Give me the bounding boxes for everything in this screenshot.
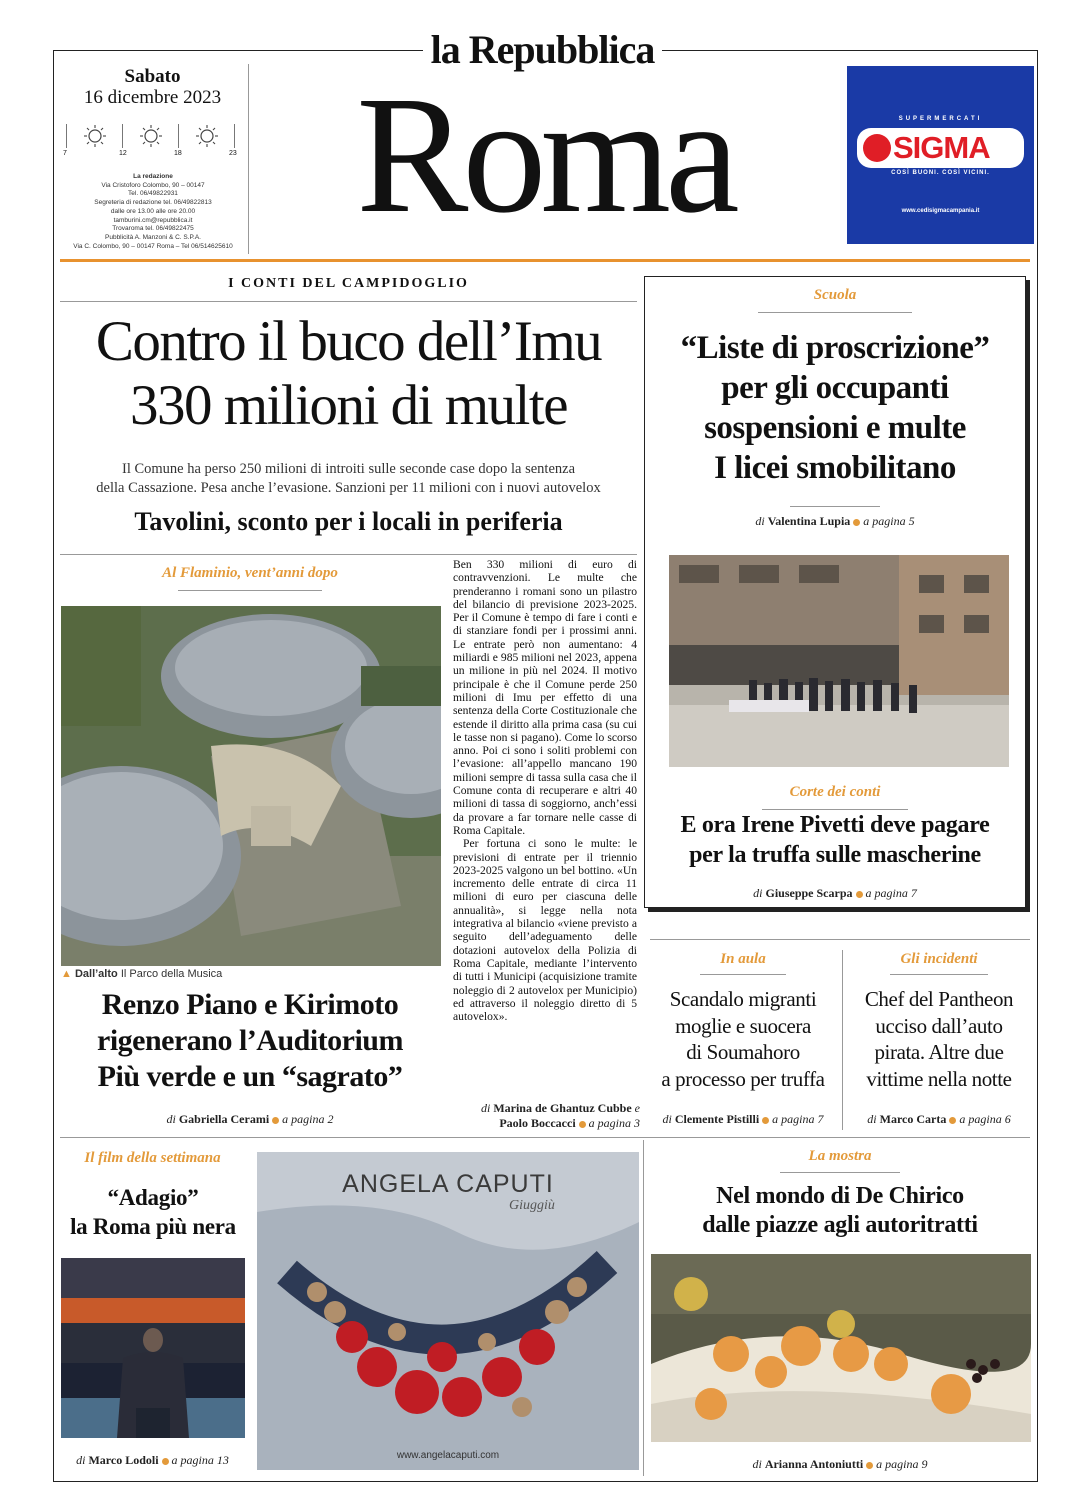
- redazione-box: [58, 173, 248, 251]
- caption-text: Il Parco della Musica: [120, 968, 223, 980]
- byline-author: Paolo Boccacci: [499, 1116, 576, 1130]
- mostra-painting[interactable]: [651, 1254, 1031, 1442]
- mostra-kicker: La mostra: [808, 1148, 872, 1164]
- headline-line: E ora Irene Pivetti deve pagare: [680, 812, 990, 838]
- inaula-byline[interactable]: [648, 1112, 838, 1127]
- byline-author: Giuseppe Scarpa: [765, 886, 853, 900]
- headline-line: dalle piazze agli autoritratti: [702, 1212, 978, 1238]
- byline-di: di: [166, 1112, 176, 1126]
- headline-line: Più verde e un “sagrato”: [97, 1060, 403, 1093]
- temp-max-2: 18: [174, 150, 182, 157]
- headline-line: pirata. Altre due: [874, 1040, 1004, 1064]
- date-day: Sabato: [124, 66, 181, 87]
- masthead-rule-right: [662, 50, 1038, 51]
- lead-subhead[interactable]: Tavolini, sconto per i locali in periferia: [134, 507, 563, 536]
- headline-line: moglie e suocera: [675, 1013, 811, 1038]
- redazione-line: Via Cristoforo Colombo, 90 – 00147: [101, 181, 205, 189]
- byline-page: a pagina 7: [865, 886, 917, 900]
- briefs-rule: [650, 939, 1030, 940]
- bullet-icon: [866, 1462, 873, 1469]
- headline-line: rigenerano l’Auditorium: [97, 1024, 403, 1057]
- sigma-figure-icon: [863, 134, 891, 162]
- byline-di: di: [755, 514, 765, 528]
- inaula-headline[interactable]: [645, 986, 841, 1092]
- sigma-logo: SIGMA: [893, 130, 990, 165]
- redazione-title: La redazione: [133, 173, 173, 180]
- bullet-icon: [272, 1117, 279, 1124]
- redazione-line: Tel. 06/49822931: [128, 190, 178, 198]
- headline-line: Nel mondo di De Chirico: [716, 1183, 964, 1209]
- byline-author: Marina de Ghantuz Cubbe: [493, 1101, 632, 1115]
- byline-di: di: [753, 886, 763, 900]
- sigma-top-label: SUPERMERCATI: [898, 116, 983, 122]
- headline-line: Chef del Pantheon: [864, 987, 1014, 1011]
- kicker-rule: [780, 1172, 900, 1173]
- film-still-image: [61, 1258, 245, 1438]
- headline-line: di Soumahoro: [686, 1040, 800, 1064]
- standfirst-line: Il Comune ha perso 250 milioni di introiti sulle seconde case dopo la sentenza: [121, 461, 576, 477]
- temp-max-1: 12: [119, 150, 127, 157]
- bullet-icon: [162, 1458, 169, 1465]
- caputi-ad[interactable]: [257, 1152, 639, 1470]
- auditorium-kicker: Al Flaminio, vent’anni dopo: [162, 565, 338, 581]
- bullet-icon: [762, 1117, 769, 1124]
- byline-author: Valentina Lupia: [767, 514, 851, 528]
- byline-page: a pagina 5: [863, 514, 915, 528]
- bullet-icon: [856, 891, 863, 898]
- incidenti-byline[interactable]: [846, 1112, 1032, 1127]
- redazione-email[interactable]: tamburini.cm@repubblica.it: [113, 216, 193, 224]
- lead-headline-line: 330 milioni di multe: [129, 374, 568, 437]
- byline-di: di: [867, 1112, 877, 1126]
- scuola-headline[interactable]: [648, 328, 1022, 488]
- byline-author: Marco Lodoli: [88, 1453, 159, 1467]
- kicker-rule: [700, 974, 786, 975]
- headline-line: a processo per truffa: [661, 1066, 825, 1091]
- edition-title: Roma: [356, 62, 734, 248]
- headline-line: “Adagio”: [107, 1185, 199, 1210]
- redazione-line: Trovaroma tel. 06/49822475: [112, 225, 194, 233]
- section-rule: [60, 301, 637, 302]
- incidenti-headline[interactable]: [844, 986, 1034, 1092]
- kicker-rule: [890, 974, 988, 975]
- bullet-icon: [579, 1121, 586, 1128]
- brand-logo[interactable]: la Repubblica: [430, 27, 655, 72]
- redazione-line: dalle ore 13.00 alle ore 20.00: [110, 207, 196, 215]
- auditorium-aerial-image: [61, 606, 441, 966]
- lead-standfirst: [56, 460, 641, 498]
- lead-rule: [60, 554, 637, 555]
- byline-di: di: [480, 1101, 491, 1115]
- film-headline[interactable]: [58, 1183, 248, 1241]
- byline-page: a pagina 7: [772, 1112, 824, 1126]
- kicker-rule: [758, 312, 912, 313]
- headline-line: I licei smobilitano: [714, 450, 956, 486]
- film-photo[interactable]: [61, 1258, 245, 1438]
- masthead-divider: [248, 64, 249, 254]
- lead-headline[interactable]: [60, 310, 637, 438]
- redazione-line: Via C. Colombo, 90 – 00147 Roma – Tel 06/514625610: [73, 242, 233, 250]
- byline-page: a pagina 3: [588, 1116, 640, 1130]
- briefs-divider: [842, 950, 843, 1130]
- auditorium-photo[interactable]: [61, 606, 441, 966]
- mostra-headline[interactable]: [650, 1182, 1030, 1240]
- lead-body-paragraph: Per fortuna ci sono le multe: le previsioni di entrate per il triennio 2023-2025 valgono un bel bottino. «Un incremento delle entrate di circa 11 milioni di euro per ciascuna delle annualità», si legge nella nota integrativa al bilancio «viene previsto a seguito dell’adeguamento delle dotazioni autovelox della Polizia di Roma Capitale, mediante l’intervento di tutti i Municipi (acquisizione tramite noleggio di 2 autovelox per Municipio) ed attraverso il noleggio diretto di 5 autovelox».: [453, 837, 637, 1024]
- auditorium-caption: [61, 968, 441, 980]
- kicker-rule: [178, 590, 322, 591]
- headline-line: la Roma più nera: [70, 1214, 236, 1239]
- caption-bold: Dall’alto: [74, 968, 118, 980]
- redazione-line: Segreteria di redazione tel. 06/49822813: [94, 199, 212, 207]
- byline-page: a pagina 9: [876, 1457, 928, 1471]
- school-building-image: [669, 555, 1009, 767]
- byline-author: Arianna Antoniutti: [764, 1457, 864, 1471]
- sun-icon: [190, 124, 224, 148]
- sun-icon: [134, 124, 168, 148]
- sigma-ad[interactable]: [847, 66, 1034, 244]
- byline-author: Clemente Pistilli: [674, 1112, 760, 1126]
- byline-page: a pagina 13: [171, 1453, 229, 1467]
- byline-page: a pagina 6: [959, 1112, 1011, 1126]
- byline-author: Marco Carta: [879, 1112, 947, 1126]
- section-label: I CONTI DEL CAMPIDOGLIO: [228, 276, 469, 291]
- byline-di: di: [662, 1112, 672, 1126]
- caputi-url[interactable]: www.angelacaputi.com: [396, 1450, 500, 1461]
- scuola-byline[interactable]: [644, 514, 1026, 529]
- bullet-icon: [853, 519, 860, 526]
- caputi-script: Giuggiù: [509, 1198, 555, 1213]
- weather-strip: [62, 122, 242, 162]
- byline-author: Gabriella Cerami: [178, 1112, 270, 1126]
- headline-line: Renzo Piano e Kirimoto: [101, 988, 399, 1021]
- corte-headline[interactable]: [648, 810, 1022, 870]
- masthead-rule-left: [53, 50, 423, 51]
- bottom-row-rule: [60, 1137, 1030, 1138]
- headline-line: “Liste di proscrizione”: [680, 330, 990, 366]
- headline-line: sospensioni e multe: [704, 410, 966, 446]
- lead-body: [453, 558, 637, 1103]
- auditorium-byline[interactable]: [60, 1112, 440, 1127]
- byline-di: di: [752, 1457, 762, 1471]
- scuola-kicker: Scuola: [813, 287, 857, 303]
- date-full: 16 dicembre 2023: [83, 87, 222, 108]
- inaula-kicker: In aula: [720, 951, 766, 967]
- lead-body-paragraph: Ben 330 milioni di euro di contravvenzioni. Le multe che prenderanno i romani sono un pilastro del bilancio di previsione 2023-2025. Per il Comune è tempo di fare i conti e di stanziare fondi per i prossimi anni. Le entrate però non aumentano: 4 miliardi e 985 milioni nel 2023, appena un milione in più nel 2024. Il motivo principale è che il Comune perde 250 milioni di Imu per effetto di una sentenza della Corte Costituzionale che estende il diritto alla prima casa (su cui le tasse non si pagano). Come lo scorso anno. Poi ci sono i soliti problemi con l’evasione: all’appello mancano 190 milioni sempre di tassa sulla casa che il Comune conta di recuperare e altri 40 milioni di tassa di soggiorno, anch’essi da provare a far tornare nelle casse di Roma Capitale.: [453, 558, 637, 837]
- necklace-image: [257, 1152, 639, 1470]
- byline-page: a pagina 2: [282, 1112, 334, 1126]
- temp-min-1: 7: [63, 150, 67, 157]
- film-byline[interactable]: [60, 1453, 245, 1468]
- redazione-line: Pubblicità A. Manzoni & C. S.P.A.: [105, 233, 201, 241]
- headline-line: vittime nella notte: [866, 1066, 1012, 1091]
- incidenti-kicker: Gli incidenti: [900, 951, 978, 967]
- scuola-photo[interactable]: [669, 555, 1009, 767]
- headline-line: per gli occupanti: [721, 370, 949, 406]
- sigma-slogan: COSÌ BUONI. COSÌ VICINI.: [891, 170, 990, 176]
- auditorium-headline[interactable]: [60, 987, 440, 1095]
- headline-line: per la truffa sulle mascherine: [689, 842, 981, 868]
- corte-byline[interactable]: [644, 886, 1026, 901]
- bottom-row-divider: [643, 1140, 644, 1476]
- standfirst-line: della Cassazione. Pesa anche l’evasione. Sanzioni per 11 milioni con i nuovi autovelox: [96, 480, 601, 496]
- bullet-icon: [949, 1117, 956, 1124]
- byline-e: e: [634, 1101, 640, 1115]
- byline-di: di: [76, 1453, 86, 1467]
- mostra-byline[interactable]: [650, 1457, 1030, 1472]
- headline-line: ucciso dall’auto: [875, 1013, 1003, 1038]
- film-kicker: Il film della settimana: [84, 1150, 221, 1166]
- sun-icon: [78, 124, 112, 148]
- headline-rule: [790, 506, 880, 507]
- still-life-painting-image: [651, 1254, 1031, 1442]
- caption-triangle-icon: ▲: [61, 968, 72, 980]
- lead-byline[interactable]: [448, 1101, 640, 1131]
- corte-kicker: Corte dei conti: [789, 784, 881, 800]
- sigma-url[interactable]: www.cedisigmacampania.it: [901, 208, 980, 214]
- lead-headline-line: Contro il buco dell’Imu: [95, 310, 602, 373]
- headline-line: Scandalo migranti: [669, 987, 817, 1011]
- masthead-orange-rule: [60, 259, 1030, 262]
- caputi-brand: ANGELA CAPUTI: [342, 1170, 554, 1198]
- temp-max-3: 23: [229, 150, 237, 157]
